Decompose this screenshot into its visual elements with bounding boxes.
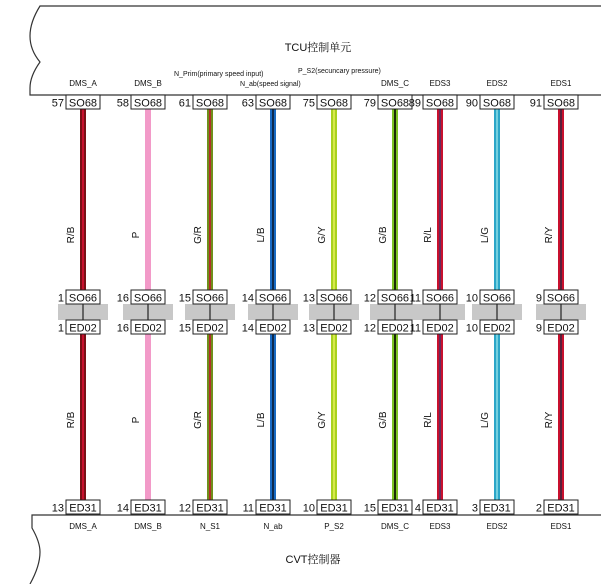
circuit-7-bottom-connector-label: ED31 [426, 502, 454, 515]
circuit-3-wire-code-upper: G/R [193, 226, 204, 244]
circuit-7-bottom-pin: 4 [414, 502, 421, 515]
circuit-5-bottom-pin: 10 [302, 502, 315, 515]
circuit-3-bottom-label: N_S1 [199, 522, 221, 531]
circuit-9-bottom-pin: 2 [535, 502, 542, 515]
circuit-4-mid-upper-connector-label: SO66 [258, 292, 288, 305]
circuit-7-mid-lower-pin: 11 [409, 322, 421, 335]
circuit-9-bottom-connector-label: ED31 [547, 502, 575, 515]
circuit-2-mid-lower-pin: 16 [116, 322, 129, 335]
circuit-4-top-pin: 63 [241, 97, 254, 110]
circuit-9-top-connector-label: SO68 [546, 97, 576, 110]
circuit-3-mid-lower-pin: 15 [178, 322, 191, 335]
circuit-3-wire-lower-tracer [209, 334, 211, 500]
circuit-8-wire-code-upper: L/G [480, 226, 491, 244]
circuit-8-mid-lower-pin: 10 [465, 322, 478, 335]
circuit-7-wire-code-upper: R/L [423, 227, 434, 243]
circuit-4-mid-upper-pin: 14 [241, 292, 254, 305]
circuit-2-mid-upper-connector-label: SO66 [133, 292, 163, 305]
circuit-8-wire-upper-tracer [496, 109, 498, 290]
circuit-4-mid-lower-connector-label: ED02 [259, 322, 287, 335]
circuit-4-bottom-connector-label: ED31 [259, 502, 287, 515]
circuit-6-mid-lower-connector-label: ED02 [381, 322, 409, 335]
circuit-6-mid-upper-pin: 12 [363, 292, 376, 305]
circuit-3-bottom-pin: 12 [178, 502, 191, 515]
circuit-8-wire-lower-tracer [496, 334, 498, 500]
note-p-s2: P_S2(secuncary pressure) [298, 68, 381, 75]
circuit-1-top-connector-label: SO68 [68, 97, 98, 110]
circuit-7-top-connector-label: SO68 [425, 97, 455, 110]
circuit-7-wire-lower-tracer [439, 334, 441, 500]
circuit-6-top-connector-label: SO68 [380, 97, 410, 110]
cvt-module-outline [30, 515, 601, 584]
circuit-2-wire-code-upper: P [131, 231, 142, 239]
circuit-9-mid-upper-connector-label: SO66 [546, 292, 576, 305]
circuit-3-mid-upper-connector-label: SO66 [195, 292, 225, 305]
circuit-6-mid-lower-pin: 12 [363, 322, 376, 335]
circuit-9-wire-upper-tracer [560, 109, 562, 290]
circuit-6-mid-upper-connector-label: SO66 [380, 292, 410, 305]
circuits-group [52, 79, 586, 531]
circuit-2-wire-lower-tracer [147, 334, 149, 500]
note-n-ab: N_ab(speed signal) [240, 81, 301, 88]
circuit-9-top-pin: 91 [529, 97, 542, 110]
circuit-9-wire-code-upper: R/Y [544, 226, 555, 244]
circuit-8-mid-lower-connector-label: ED02 [483, 322, 511, 335]
circuit-2-mid-lower-connector-label: ED02 [134, 322, 162, 335]
circuit-6-bottom-connector-label: ED31 [381, 502, 409, 515]
cvt-module-title: CVT控制器 [285, 554, 341, 566]
circuit-5-wire-code-lower: G/Y [317, 411, 328, 429]
circuit-1-top-label: DMS_A [69, 79, 97, 88]
circuit-8-top-label: EDS2 [486, 79, 508, 88]
circuit-7-wire-upper-tracer [439, 109, 441, 290]
circuit-9-top-label: EDS1 [550, 79, 572, 88]
circuit-6-top-label: DMS_C [380, 79, 410, 88]
circuit-9-mid-upper-pin: 9 [535, 292, 542, 305]
circuit-3-mid-lower-connector-label: ED02 [196, 322, 224, 335]
tcu-module-title: TCU控制单元 [284, 42, 352, 54]
circuit-5-mid-lower-pin: 13 [302, 322, 315, 335]
circuit-7-top-label: EDS3 [429, 79, 451, 88]
circuit-6-top-pin: 79 [363, 97, 376, 110]
circuit-3-mid-upper-pin: 15 [178, 292, 191, 305]
circuit-3-wire-code-lower: G/R [193, 411, 204, 429]
circuit-1-wire-upper-tracer [82, 109, 84, 290]
circuit-9-bottom-label: EDS1 [550, 522, 572, 531]
circuit-4-wire-lower-tracer [272, 334, 274, 500]
circuit-8-top-connector-label: SO68 [482, 97, 512, 110]
circuit-3-top-connector-label: SO68 [195, 97, 225, 110]
circuit-1-bottom-label: DMS_A [69, 522, 97, 531]
circuit-1-bottom-connector-label: ED31 [69, 502, 97, 515]
circuit-8-top-pin: 90 [465, 97, 478, 110]
circuit-7-wire-code-lower: R/L [423, 412, 434, 428]
circuit-8-mid-upper-connector-label: SO66 [482, 292, 512, 305]
circuit-7-mid-lower-connector-label: ED02 [426, 322, 454, 335]
circuit-5-mid-upper-connector-label: SO66 [319, 292, 349, 305]
circuit-2-top-pin: 58 [116, 97, 129, 110]
circuit-1-mid-lower-connector-label: ED02 [69, 322, 97, 335]
circuit-7-mid-upper-pin: 11 [409, 292, 421, 305]
circuit-1-wire-code-upper: R/B [66, 226, 77, 244]
circuit-5-bottom-label: P_S2 [324, 522, 344, 531]
circuit-5-wire-upper-tracer [333, 109, 335, 290]
circuit-4-bottom-pin: 11 [242, 502, 254, 515]
circuit-2-top-label: DMS_B [134, 79, 162, 88]
circuit-6-wire-lower-tracer [394, 334, 396, 500]
circuit-8-mid-upper-pin: 10 [465, 292, 478, 305]
circuit-4-top-connector-label: SO68 [258, 97, 288, 110]
circuit-4-bottom-label: N_ab [263, 522, 283, 531]
circuit-5-wire-lower-tracer [333, 334, 335, 500]
circuit-1-top-pin: 57 [51, 97, 64, 110]
circuit-2-bottom-connector-label: ED31 [134, 502, 162, 515]
circuit-5-wire-code-upper: G/Y [317, 226, 328, 244]
circuit-2-wire-code-lower: P [131, 416, 142, 424]
circuit-9-wire-code-lower: R/Y [544, 411, 555, 429]
circuit-1-mid-upper-connector-label: SO66 [68, 292, 98, 305]
circuit-7-mid-upper-connector-label: SO66 [425, 292, 455, 305]
circuit-4-wire-code-upper: L/B [256, 227, 267, 243]
circuit-6-bottom-pin: 15 [363, 502, 376, 515]
circuit-9-mid-lower-pin: 9 [535, 322, 542, 335]
circuit-2-mid-upper-pin: 16 [116, 292, 129, 305]
circuit-6-bottom-label: DMS_C [380, 522, 410, 531]
circuit-9-mid-lower-connector-label: ED02 [547, 322, 575, 335]
circuit-3-bottom-connector-label: ED31 [196, 502, 224, 515]
circuit-9-wire-lower-tracer [560, 334, 562, 500]
circuit-6-wire-upper-tracer [394, 109, 396, 290]
circuit-4-wire-code-lower: L/B [256, 412, 267, 428]
circuit-7-top-pin: 89 [408, 97, 421, 110]
circuit-5-mid-lower-connector-label: ED02 [320, 322, 348, 335]
note-n-prim: N_Prim(primary speed input) [174, 71, 264, 78]
circuit-6-wire-code-lower: G/B [378, 411, 389, 429]
circuit-3-wire-upper-tracer [209, 109, 211, 290]
circuit-1-mid-lower-pin: 1 [57, 322, 64, 335]
circuit-2-bottom-label: DMS_B [134, 522, 162, 531]
circuit-1-wire-code-lower: R/B [66, 411, 77, 429]
circuit-4-mid-lower-pin: 14 [241, 322, 254, 335]
circuit-5-top-pin: 75 [302, 97, 315, 110]
circuit-8-bottom-pin: 3 [471, 502, 478, 515]
circuit-8-bottom-label: EDS2 [486, 522, 508, 531]
circuit-5-top-connector-label: SO68 [319, 97, 349, 110]
circuit-7-bottom-label: EDS3 [429, 522, 451, 531]
circuit-3-top-pin: 61 [178, 97, 191, 110]
circuit-5-bottom-connector-label: ED31 [320, 502, 348, 515]
circuit-2-bottom-pin: 14 [116, 502, 129, 515]
circuit-2-wire-upper-tracer [147, 109, 149, 290]
circuit-2-top-connector-label: SO68 [133, 97, 163, 110]
circuit-8-bottom-connector-label: ED31 [483, 502, 511, 515]
circuit-4-wire-upper-tracer [272, 109, 274, 290]
circuit-1-bottom-pin: 13 [51, 502, 64, 515]
circuit-5-mid-upper-pin: 13 [302, 292, 315, 305]
circuit-1-mid-upper-pin: 1 [57, 292, 64, 305]
circuit-1-wire-lower-tracer [82, 334, 84, 500]
circuit-6-wire-code-upper: G/B [378, 226, 389, 244]
circuit-8-wire-code-lower: L/G [480, 411, 491, 429]
